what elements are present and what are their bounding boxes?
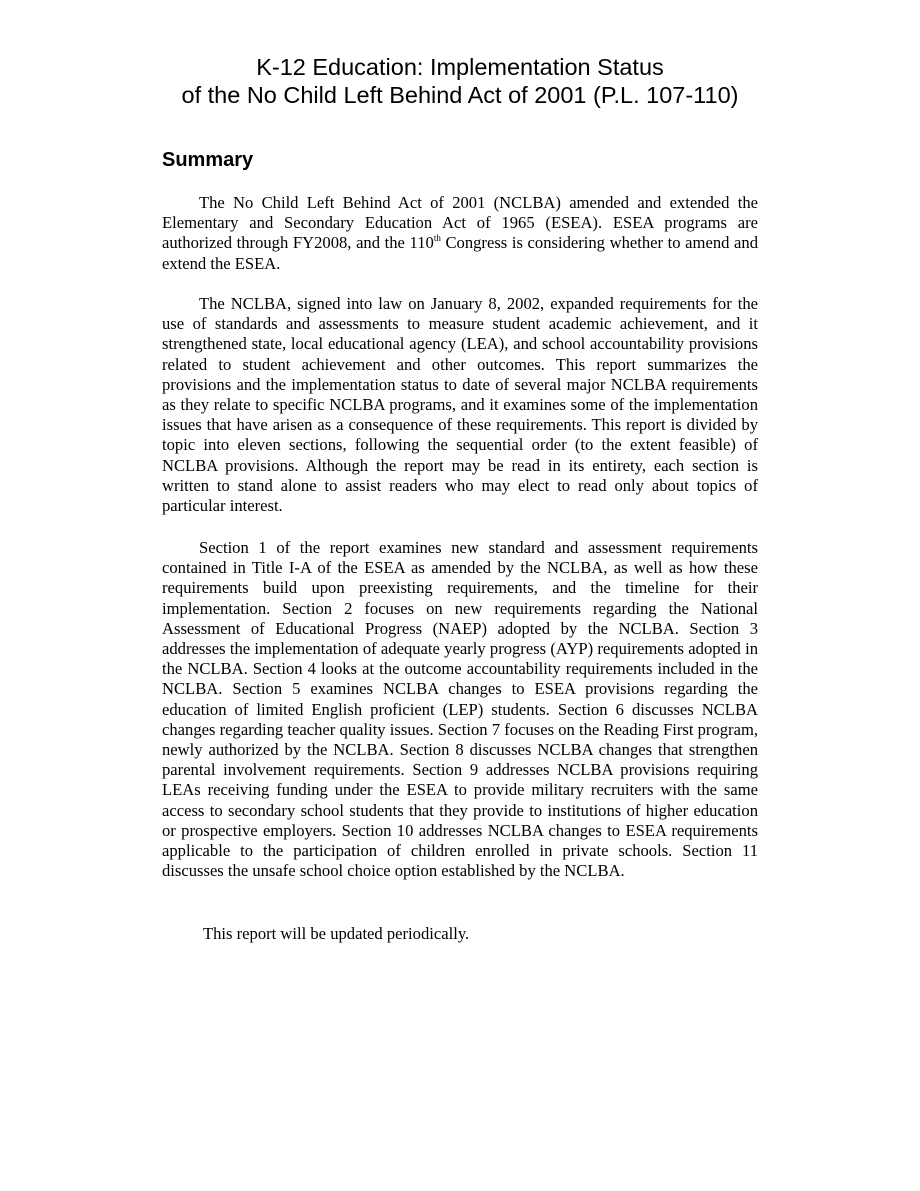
summary-paragraph-1: [162, 193, 758, 274]
summary-paragraph-3: Section 1 of the report examines new standard and assessment requirements contained in Title I-A of the ESEA as amended by the NCLBA, as well as how these requirements build upon preexisting requirements, and the timeline for their implementation. Section 2 focuses on new requirements regarding the National Assessment of Educational Progress (NAEP) adopted by the NCLBA. Section 3 addresses the implementation of adequate yearly progress (AYP) requirements adopted in the NCLBA. Section 4 looks at the outcome accountability requirements included in the NCLBA. Section 5 examines NCLBA changes to ESEA provisions regarding the education of limited English proficient (LEP) students. Section 6 discusses NCLBA changes regarding teacher quality issues. Section 7 focuses on the Reading First program, newly authorized by the NCLBA. Section 8 discusses NCLBA changes that strengthen parental involvement requirements. Section 9 addresses NCLBA provisions requiring LEAs receiving funding under the ESEA to provide military recruiters with the same access to secondary school students that they provide to institutions of higher education or prospective employers. Section 10 addresses NCLBA changes to ESEA requirements applicable to the participation of children enrolled in private schools. Section 11 discusses the unsafe school choice option established by the NCLBA.: [162, 538, 758, 881]
ordinal-superscript: th: [433, 232, 441, 243]
summary-paragraph-2: The NCLBA, signed into law on January 8, 2002, expanded requirements for the use of standards and assessments to measure student academic achievement, and it strengthened state, local educational agency (LEA), and school accountability provisions related to student achievement and other outcomes. This report summarizes the provisions and the implementation status to date of several major NCLBA requirements as they relate to specific NCLBA programs, and it examines some of the implementation issues that have arisen as a consequence of these requirements. This report is divided by topic into eleven sections, following the sequential order (to the extent feasible) of NCLBA provisions. Although the report may be read in its entirety, each section is written to stand alone to assist readers who may elect to read only about topics of particular interest.: [162, 294, 758, 516]
document-title: [0, 53, 920, 109]
paragraph-1-text-a: The No Child Left Behind Act of 2001 (NCLBA) amended and extended the Elementary and Secondary Education Act of 1965 (ESEA). ESEA programs are authorized through FY2008, and the 110: [162, 193, 758, 253]
title-line-1: K-12 Education: Implementation Status: [256, 54, 664, 80]
summary-paragraph-4: This report will be updated periodically.: [203, 924, 470, 943]
title-line-2: of the No Child Left Behind Act of 2001 (P.L. 107-110): [181, 82, 739, 108]
paragraph-1-text-b: Congress is considering whether to amend and extend the ESEA.: [162, 233, 758, 273]
section-heading: Summary: [162, 149, 254, 171]
